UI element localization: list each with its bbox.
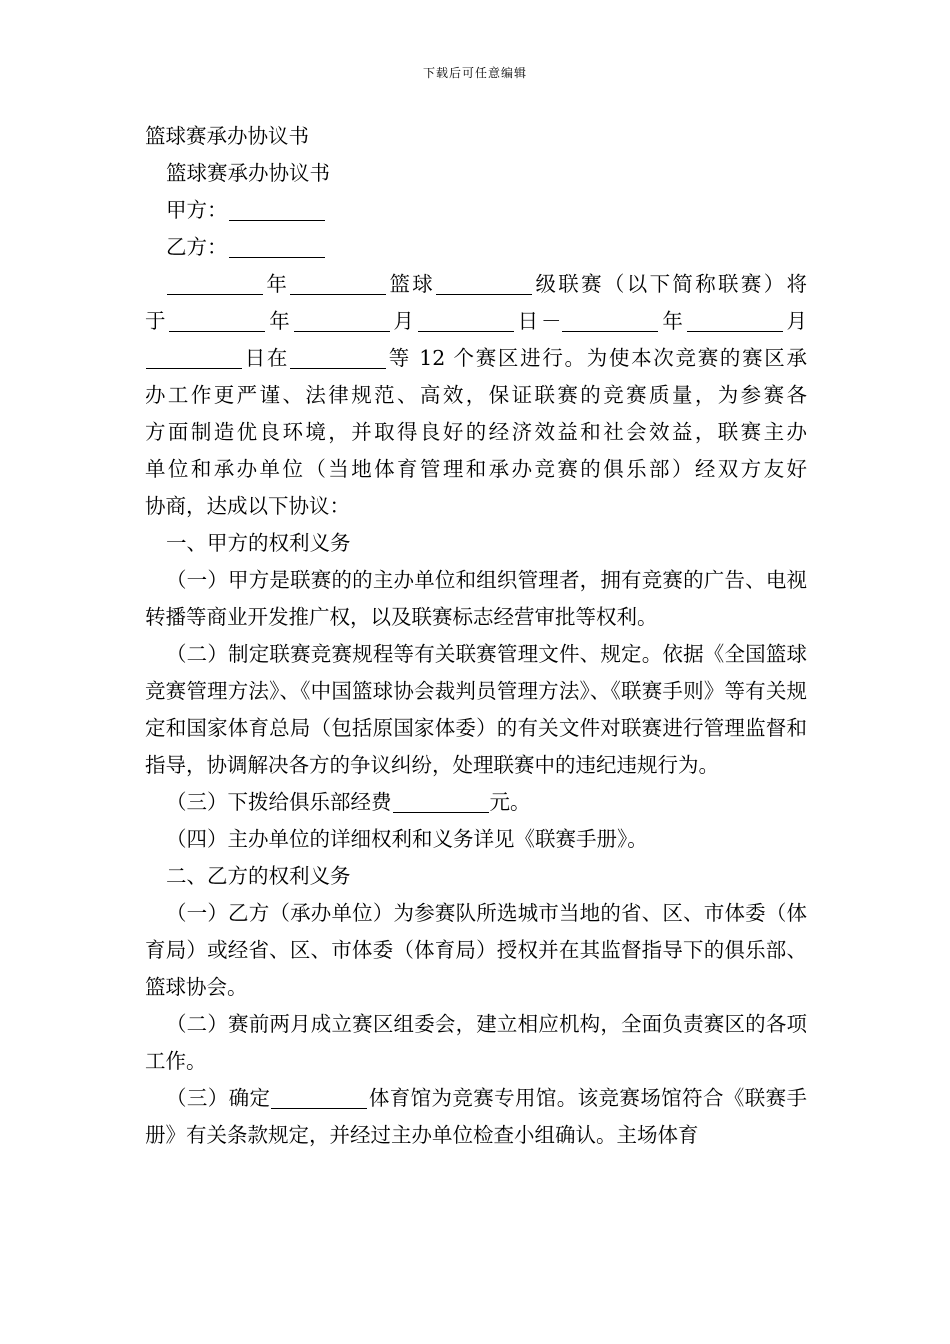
blank xyxy=(562,309,658,332)
intro-text: 月 xyxy=(390,309,417,333)
section-1-item-2: （二）制定联赛竞赛规程等有关联赛管理文件、规定。依据《全国篮球竞赛管理方法》、《中国篮球协会裁判员管理方法》、《联赛手则》等有关规定和国家体育总局（包括原国家体委）的有关文件对联赛进行管理监督和指导，协调解决各方的争议纠纷，处理联赛中的违纪违规行为。 xyxy=(145,642,807,777)
section-2-heading: 二、乙方的权利义务 xyxy=(166,864,351,888)
intro-text: 篮球 xyxy=(387,272,436,296)
blank xyxy=(169,309,265,332)
section-1-item-3 xyxy=(145,784,807,821)
item-text: 元。 xyxy=(489,790,531,814)
party-a-line xyxy=(145,192,807,229)
party-b-line xyxy=(145,229,807,266)
intro-line-4: 办工作更严谨、法律规范、高效，保证联赛的竞赛质量，为参赛各 xyxy=(145,383,807,407)
intro-line-3 xyxy=(145,340,807,377)
intro-line-5: 方面制造优良环境，并取得良好的经济效益和社会效益，联赛主办 xyxy=(145,420,807,444)
intro-line-2 xyxy=(145,303,807,340)
blank xyxy=(687,309,783,332)
document-title: 篮球赛承办协议书 xyxy=(145,124,309,148)
venue-blank xyxy=(271,1086,367,1109)
blank xyxy=(167,272,263,295)
party-b-blank xyxy=(229,235,325,258)
item-text: （三）确定 xyxy=(166,1086,271,1110)
intro-text: 日在 xyxy=(243,346,290,370)
intro-text: 日－ xyxy=(514,309,562,333)
party-a-blank xyxy=(229,198,325,221)
intro-text: 年 xyxy=(659,309,686,333)
item-text: （三）下拨给俱乐部经费 xyxy=(166,790,392,814)
intro-text: 于 xyxy=(145,309,169,333)
blank xyxy=(146,346,242,369)
section-1-heading: 一、甲方的权利义务 xyxy=(166,531,351,555)
document-body xyxy=(145,118,807,1154)
party-b-label: 乙方： xyxy=(166,235,228,259)
intro-line-1 xyxy=(145,266,807,303)
blank xyxy=(290,272,386,295)
intro-text: 年 xyxy=(266,309,293,333)
section-2-item-1: （一）乙方（承办单位）为参赛队所选城市当地的省、区、市体委（体育局）或经省、区、市体委（体育局）授权并在其监督指导下的俱乐部、篮球协会。 xyxy=(145,901,807,999)
document-subtitle: 篮球赛承办协议书 xyxy=(166,161,330,185)
section-2-item-2: （二）赛前两月成立赛区组委会，建立相应机构，全面负责赛区的各项工作。 xyxy=(145,1012,807,1073)
section-2-item-3 xyxy=(145,1080,807,1154)
item-text: 体育馆为竞赛专用馆。该竞赛场馆符合《联赛手册》有关条款规定，并经过主办单位检查小组确认。主场体育 xyxy=(145,1086,808,1147)
intro-text: 级联赛（以下简称联赛）将 xyxy=(533,272,808,296)
section-1-item-4: （四）主办单位的详细权利和义务详见《联赛手册》。 xyxy=(166,827,648,851)
funding-blank xyxy=(393,790,489,813)
intro-line-6: 单位和承办单位（当地体育管理和承办竞赛的俱乐部）经双方友好 xyxy=(145,457,807,481)
party-a-label: 甲方： xyxy=(166,198,228,222)
intro-text: 等 12 个赛区进行。为使本次竞赛的赛区承 xyxy=(387,346,808,370)
intro-line-7: 协商，达成以下协议： xyxy=(145,494,350,518)
blank xyxy=(418,309,514,332)
intro-text: 年 xyxy=(264,272,290,296)
intro-text: 月 xyxy=(783,309,808,333)
blank xyxy=(294,309,390,332)
blank xyxy=(436,272,532,295)
header-note: 下载后可任意编辑 xyxy=(422,66,527,80)
blank xyxy=(290,346,386,369)
section-1-item-1: （一）甲方是联赛的的主办单位和组织管理者，拥有竞赛的广告、电视转播等商业开发推广权，以及联赛标志经营审批等权利。 xyxy=(145,568,807,629)
